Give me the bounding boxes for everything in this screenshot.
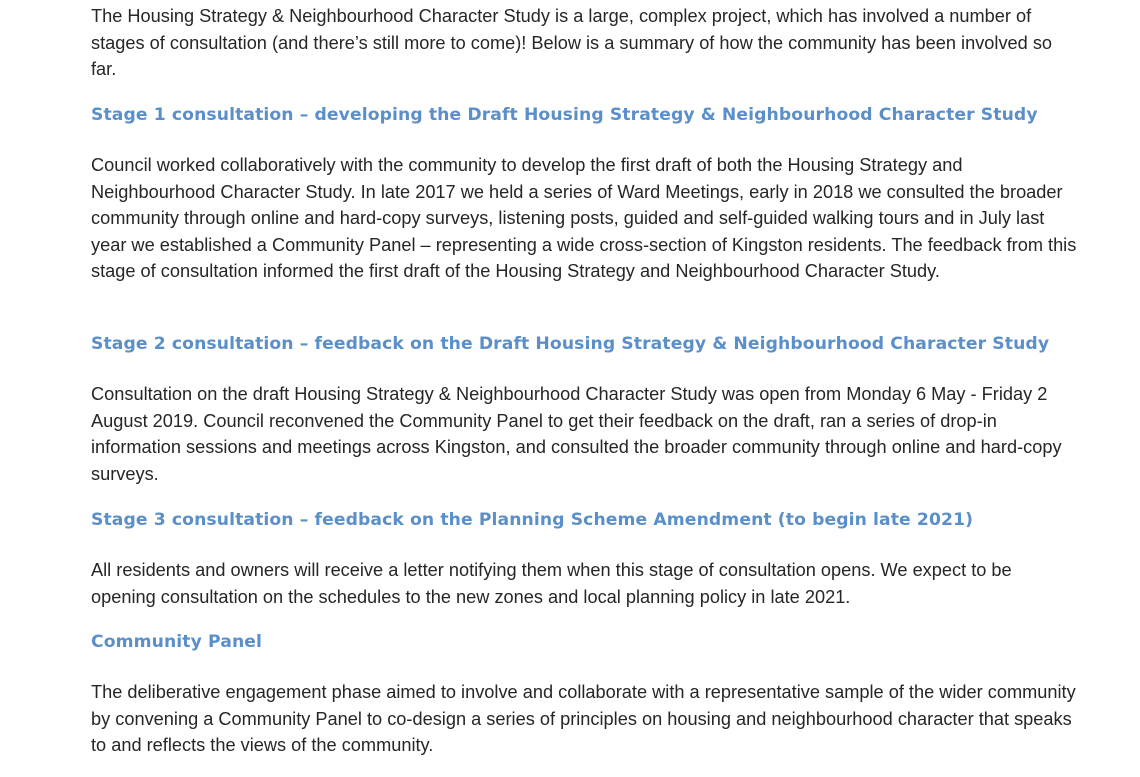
stage-1-heading: Stage 1 consultation – developing the Draft Housing Strategy & Neighbourhood Character Study: [91, 105, 1038, 125]
community-panel-paragraph: The deliberative engagement phase aimed to involve and collaborate with a representative sample of the wider community by convening a Community Panel to co-design a series of principles on housing and neighbourhood character that speaks to and reflects the views of the community.: [91, 682, 1076, 756]
community-panel-heading: Community Panel: [91, 632, 263, 652]
stage-3-paragraph: All residents and owners will receive a letter notifying them when this stage of consultation opens. We expect to be opening consultation on the schedules to the new zones and local planning policy in late 2021.: [91, 560, 1012, 607]
stage-3-heading: Stage 3 consultation – feedback on the Planning Scheme Amendment (to begin late 2021): [91, 510, 974, 530]
stage-1-paragraph: Council worked collaboratively with the community to develop the first draft of both the Housing Strategy and Neighbourhood Character Study. In late 2017 we held a series of Ward Meetings, early in 2018 we consulted the broader community through online and hard-copy surveys, listening posts, guided and self-guided walking tours and in July last year we established a Community Panel – representing a wide cross-section of Kingston residents. The feedback from this stage of consultation informed the first draft of the Housing Strategy and Neighbourhood Character Study.: [91, 155, 1077, 282]
intro-paragraph: The Housing Strategy & Neighbourhood Character Study is a large, complex project, which has involved a number of stages of consultation (and there’s still more to come)! Below is a summary of how the community has been involved so far.: [91, 6, 1053, 80]
stage-2-paragraph: Consultation on the draft Housing Strategy & Neighbourhood Character Study was open from Monday 6 May - Friday 2 August 2019. Council reconvened the Community Panel to get their feedback on the draft, ran a series of drop-in information sessions and meetings across Kingston, and consulted the broader community through online and hard-copy surveys.: [91, 384, 1062, 484]
stage-2-heading: Stage 2 consultation – feedback on the Draft Housing Strategy & Neighbourhood Character Study: [91, 334, 1050, 354]
